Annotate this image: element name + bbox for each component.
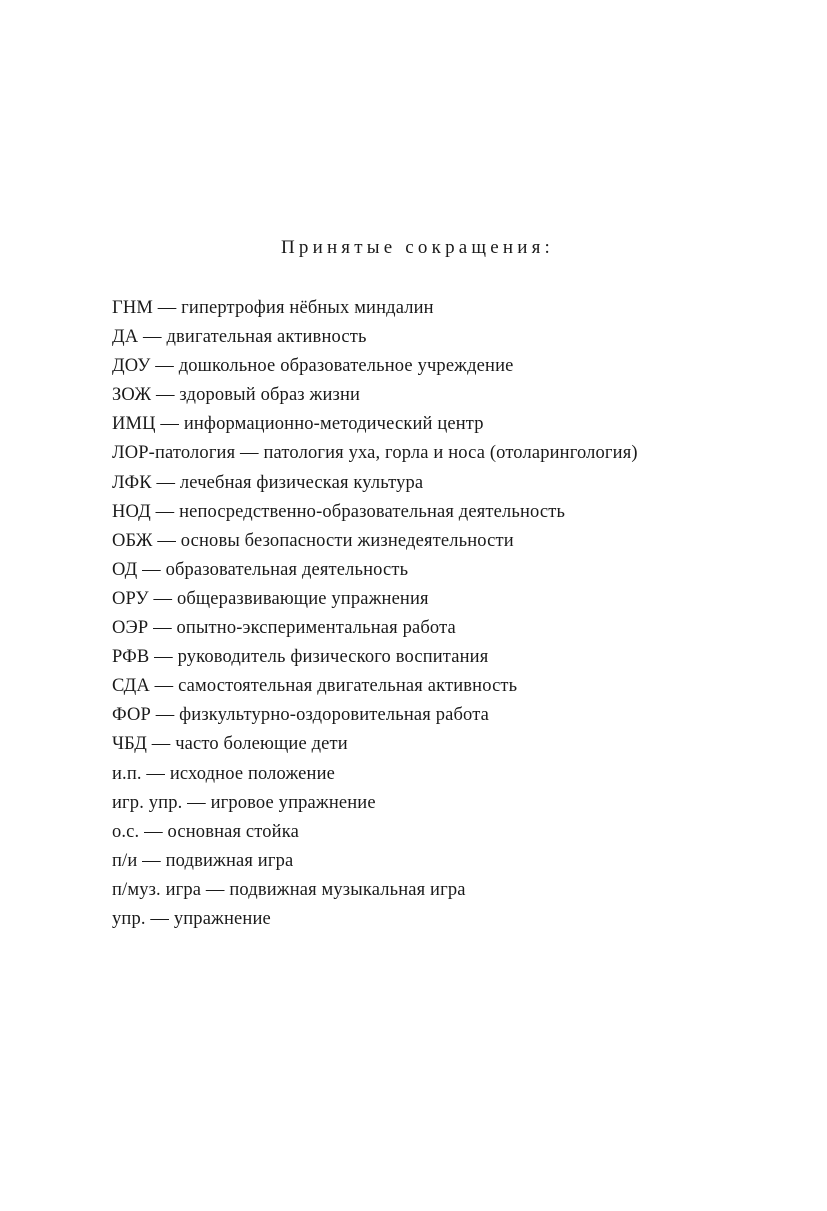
abbreviation-item <box>112 730 638 759</box>
abbreviation-dash: — <box>201 879 230 900</box>
abbreviation-item <box>112 672 638 701</box>
abbreviation-dash: — <box>145 908 174 929</box>
abbreviation-meaning: информационно-методический центр <box>183 414 484 435</box>
abbreviation-dash: — <box>235 443 264 464</box>
abbreviation-meaning: опытно-экспериментальная работа <box>176 618 456 639</box>
abbreviation-item <box>112 789 638 818</box>
abbreviation-dash: — <box>138 327 167 348</box>
abbreviation-meaning: лечебная физическая культура <box>179 472 424 493</box>
abbreviation-dash: — <box>151 385 180 406</box>
abbreviation-dash: — <box>137 850 166 871</box>
abbreviation-dash: — <box>151 472 180 493</box>
abbreviation-term: ЧБД <box>112 734 148 755</box>
abbreviation-term: ДОУ <box>112 356 151 377</box>
abbreviation-term: ЗОЖ <box>112 385 152 406</box>
abbreviation-meaning: подвижная музыкальная игра <box>229 879 466 900</box>
abbreviation-item <box>112 294 638 323</box>
abbreviation-term: ГНМ <box>112 298 153 318</box>
abbreviation-meaning: патология уха, горла и носа (отоларингология) <box>263 443 638 464</box>
abbreviation-term: о.с. <box>112 821 140 842</box>
abbreviation-dash: — <box>148 618 177 639</box>
abbreviation-dash: — <box>150 356 179 377</box>
abbreviation-term: СДА <box>112 676 150 697</box>
abbreviation-term: п/и <box>112 850 138 871</box>
abbreviation-dash: — <box>149 647 178 668</box>
abbreviation-term: и.п. <box>112 763 142 784</box>
abbreviation-meaning: основная стойка <box>167 821 299 842</box>
abbreviation-term: игр. упр. <box>112 792 183 813</box>
abbreviation-meaning: часто болеющие дети <box>175 734 348 755</box>
abbreviation-meaning: руководитель физического воспитания <box>177 647 489 668</box>
abbreviation-term: РФВ <box>112 647 150 668</box>
abbreviation-dash: — <box>150 705 180 726</box>
abbreviation-meaning: основы безопасности жизнедеятельности <box>180 530 514 551</box>
abbreviation-term: ЛОР-патология <box>112 443 236 464</box>
abbreviation-item <box>112 614 638 643</box>
abbreviation-term: ИМЦ <box>112 414 156 435</box>
abbreviation-meaning: упражнение <box>173 908 271 929</box>
abbreviation-item <box>112 701 638 730</box>
abbreviation-term: ОЭР <box>112 618 149 639</box>
abbreviation-dash: — <box>148 588 177 609</box>
abbreviation-meaning: общеразвивающие упражнения <box>176 588 429 609</box>
abbreviation-item <box>112 847 638 876</box>
abbreviation-item <box>112 352 638 381</box>
abbreviation-meaning: дошкольное образовательное учреждение <box>178 356 514 377</box>
abbreviation-term: ОБЖ <box>112 530 153 551</box>
abbreviation-term: упр. <box>112 908 146 929</box>
abbreviation-item <box>112 527 638 556</box>
abbreviation-dash: — <box>150 501 180 522</box>
abbreviation-meaning: двигательная активность <box>166 327 367 348</box>
abbreviation-list <box>112 294 638 934</box>
abbreviation-meaning: физкультурно-оздоровительная работа <box>179 705 490 726</box>
abbreviation-item <box>112 410 638 439</box>
abbreviation-meaning: самостоятельная двигательная активность <box>178 676 518 697</box>
abbreviation-term: НОД <box>112 501 151 522</box>
abbreviation-meaning: игровое упражнение <box>210 792 376 813</box>
abbreviation-meaning: непосредственно-образовательная деятельность <box>179 501 566 522</box>
abbreviation-dash: — <box>149 676 179 697</box>
abbreviation-item <box>112 905 638 934</box>
abbreviation-item <box>112 469 638 498</box>
abbreviation-item <box>112 498 638 527</box>
abbreviation-dash: — <box>141 763 170 784</box>
abbreviation-item <box>112 643 638 672</box>
abbreviation-item <box>112 760 638 789</box>
abbreviation-item <box>112 818 638 847</box>
page-title: Принятые сокращения: <box>280 237 555 258</box>
abbreviation-item <box>112 585 638 614</box>
abbreviation-term: ЛФК <box>112 472 152 493</box>
abbreviation-meaning: исходное положение <box>169 763 336 784</box>
abbreviation-item <box>112 556 638 585</box>
abbreviation-term: ОРУ <box>112 588 149 609</box>
abbreviation-dash: — <box>152 298 182 318</box>
abbreviation-dash: — <box>182 792 211 813</box>
abbreviation-item <box>112 381 638 410</box>
abbreviation-meaning: гипертрофия нёбных миндалин <box>181 298 434 318</box>
abbreviation-term: ОД <box>112 559 138 580</box>
abbreviation-dash: — <box>147 734 176 755</box>
abbreviation-meaning: образовательная деятельность <box>165 559 409 580</box>
abbreviation-term: п/муз. игра <box>112 879 202 900</box>
abbreviation-item <box>112 323 638 352</box>
abbreviation-term: ФОР <box>112 705 151 726</box>
abbreviation-dash: — <box>137 559 166 580</box>
abbreviation-meaning: подвижная игра <box>165 850 294 871</box>
abbreviation-meaning: здоровый образ жизни <box>179 385 361 406</box>
abbreviation-item <box>112 876 638 905</box>
abbreviation-item <box>112 439 638 468</box>
abbreviation-dash: — <box>155 414 184 435</box>
abbreviation-dash: — <box>152 530 181 551</box>
abbreviation-dash: — <box>139 821 168 842</box>
abbreviation-term: ДА <box>112 327 139 348</box>
